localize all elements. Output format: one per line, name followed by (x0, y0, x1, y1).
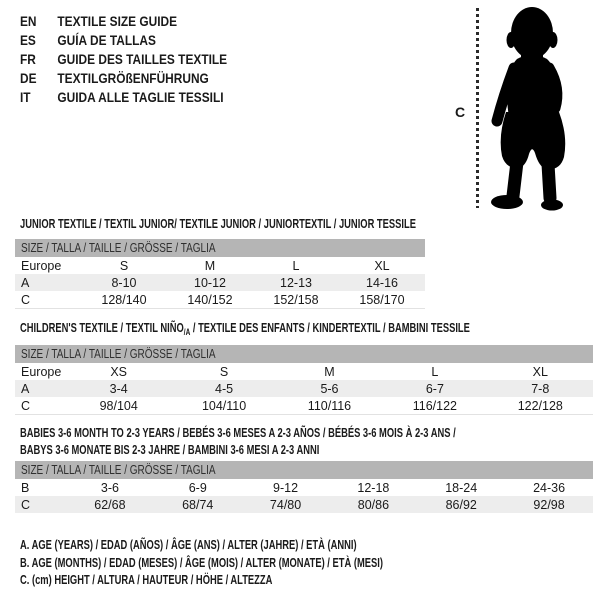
table-cell: 68/74 (182, 497, 214, 512)
table-cell: 14-16 (366, 275, 398, 290)
table-cell: 6-9 (188, 480, 207, 495)
table-cell: 158/170 (359, 292, 405, 307)
row-label: C (21, 398, 31, 413)
table-cell: 12-13 (280, 275, 312, 290)
table-cell: 74/80 (269, 497, 302, 512)
language-title: GUIDE DES TAILLES TEXTILE (57, 51, 228, 67)
table-row (15, 496, 593, 513)
table-cell: S (219, 364, 229, 379)
table-cell: 3-4 (109, 381, 128, 396)
table-cell: 80/86 (357, 497, 390, 512)
junior-section-title (20, 216, 570, 231)
size-header-bar (15, 345, 593, 363)
table-cell: 122/128 (517, 398, 563, 413)
height-marker-label: C (455, 104, 466, 120)
babies-section-title (20, 424, 600, 458)
table-row (15, 397, 593, 415)
language-title: GUIDA ALLE TAGLIE TESSILI (57, 89, 224, 105)
language-code: EN (20, 13, 37, 29)
measurement-legend (20, 536, 524, 589)
table-cell: 18-24 (445, 480, 478, 495)
language-title: TEXTILGRÖßENFÜHRUNG (57, 70, 209, 86)
table-cell: 10-12 (194, 275, 226, 290)
table-cell: 62/68 (94, 497, 126, 512)
table-cell: XS (110, 364, 128, 379)
babies-title-line1-wrap (20, 424, 600, 441)
language-code: DE (20, 70, 37, 86)
legend-line-c-wrap (20, 571, 524, 589)
table-cell: 110/116 (307, 398, 352, 413)
baby-silhouette-icon (486, 2, 600, 214)
size-header-label: SIZE / TALLA / TAILLE / GRÖSSE / TAGLIA (21, 241, 216, 255)
language-row-de (20, 69, 227, 88)
legend-line-b: B. AGE (MONTHS) / EDAD (MESES) / ÂGE (MOIS) / ALTER (MONATE) / ETÀ (MESI) (20, 554, 383, 570)
table-row (15, 380, 593, 397)
table-cell: 128/140 (101, 292, 147, 307)
junior-section-title-text: JUNIOR TEXTILE / TEXTIL JUNIOR/ TEXTILE JUNIOR / JUNIORTEXTIL / JUNIOR TESSILE (20, 216, 416, 231)
language-row-en (20, 12, 227, 31)
table-cell: 86/92 (445, 497, 477, 512)
table-cell: 6-7 (425, 381, 444, 396)
language-code: ES (20, 32, 36, 48)
language-row-es (20, 31, 227, 50)
language-row-it (20, 88, 227, 107)
children-section-title-text (20, 320, 470, 337)
row-label: A (21, 275, 30, 290)
table-cell: 9-12 (273, 480, 299, 495)
table-row (15, 274, 425, 291)
babies-table (15, 479, 593, 513)
babies-title-line1: BABIES 3-6 MONTH TO 2-3 YEARS / BEBÉS 3-6 MESES A 2-3 AÑOS / BÉBÉS 3-6 MOIS À 2-3 ANS / (20, 425, 456, 440)
language-code: IT (20, 89, 31, 105)
size-header-label: SIZE / TALLA / TAILLE / GRÖSSE / TAGLIA (21, 347, 216, 361)
table-cell: M (324, 364, 335, 379)
table-cell: 140/152 (187, 292, 233, 307)
table-cell: 8-10 (111, 275, 137, 290)
table-cell: XL (532, 364, 548, 379)
legend-line-a: A. AGE (YEARS) / EDAD (AÑOS) / ÂGE (ANS) / ALTER (JAHRE) / ETÀ (ANNI) (20, 537, 357, 552)
table-cell: 92/98 (533, 497, 565, 512)
table-cell: 116/122 (412, 398, 457, 413)
row-label: A (21, 381, 30, 396)
table-cell: L (292, 258, 300, 273)
row-label: Europe (21, 364, 62, 379)
table-row (15, 257, 425, 274)
language-title: GUÍA DE TALLAS (57, 32, 156, 48)
children-size-table (15, 345, 593, 415)
table-cell: M (204, 258, 216, 273)
table-row (15, 363, 593, 380)
junior-table (15, 257, 425, 309)
dotted-height-line (476, 8, 479, 208)
table-cell: XL (374, 258, 390, 273)
language-title: TEXTILE SIZE GUIDE (57, 13, 178, 29)
row-label: B (21, 480, 30, 495)
babies-title-line2: BABYS 3-6 MONATE BIS 2-3 JAHRE / BAMBINI 3-6 MESI A 2-3 ANNI (20, 442, 320, 457)
language-code: FR (20, 51, 36, 67)
children-title-post: / TEXTILE DES ENFANTS / KINDERTEXTIL / BAMBINI TESSILE (190, 320, 470, 335)
size-header-label: SIZE / TALLA / TAILLE / GRÖSSE / TAGLIA (21, 463, 216, 477)
babies-title-line2-wrap (20, 441, 600, 458)
junior-size-table (15, 239, 425, 309)
children-table (15, 363, 593, 415)
row-label: C (21, 292, 31, 307)
table-cell: S (119, 258, 129, 273)
children-title-subscript: /A (183, 327, 191, 337)
row-label: C (21, 497, 31, 512)
language-title-list (20, 12, 264, 107)
language-row-fr (20, 50, 227, 69)
table-row (15, 479, 593, 496)
size-header-bar (15, 239, 425, 257)
legend-line-b-wrap (20, 554, 524, 572)
size-header-bar (15, 461, 593, 479)
legend-line-a-wrap (20, 536, 524, 554)
table-cell: 12-18 (357, 480, 390, 495)
table-cell: 3-6 (100, 480, 119, 495)
children-section-title (20, 320, 600, 337)
table-cell: 7-8 (531, 381, 550, 396)
children-title-pre: CHILDREN'S TEXTILE / TEXTIL NIÑO (20, 320, 184, 335)
legend-line-c: C. (cm) HEIGHT / ALTURA / HAUTEUR / HÖHE / ALTEZZA (20, 572, 273, 587)
table-cell: 104/110 (201, 398, 247, 413)
table-cell: 5-6 (320, 381, 339, 396)
table-cell: 24-36 (533, 480, 566, 495)
table-cell: 152/158 (273, 292, 319, 307)
table-row (15, 291, 425, 309)
babies-size-table (15, 461, 593, 513)
table-cell: 98/104 (99, 398, 138, 413)
table-cell: L (431, 364, 439, 379)
row-label: Europe (21, 258, 62, 273)
table-cell: 4-5 (215, 381, 234, 396)
